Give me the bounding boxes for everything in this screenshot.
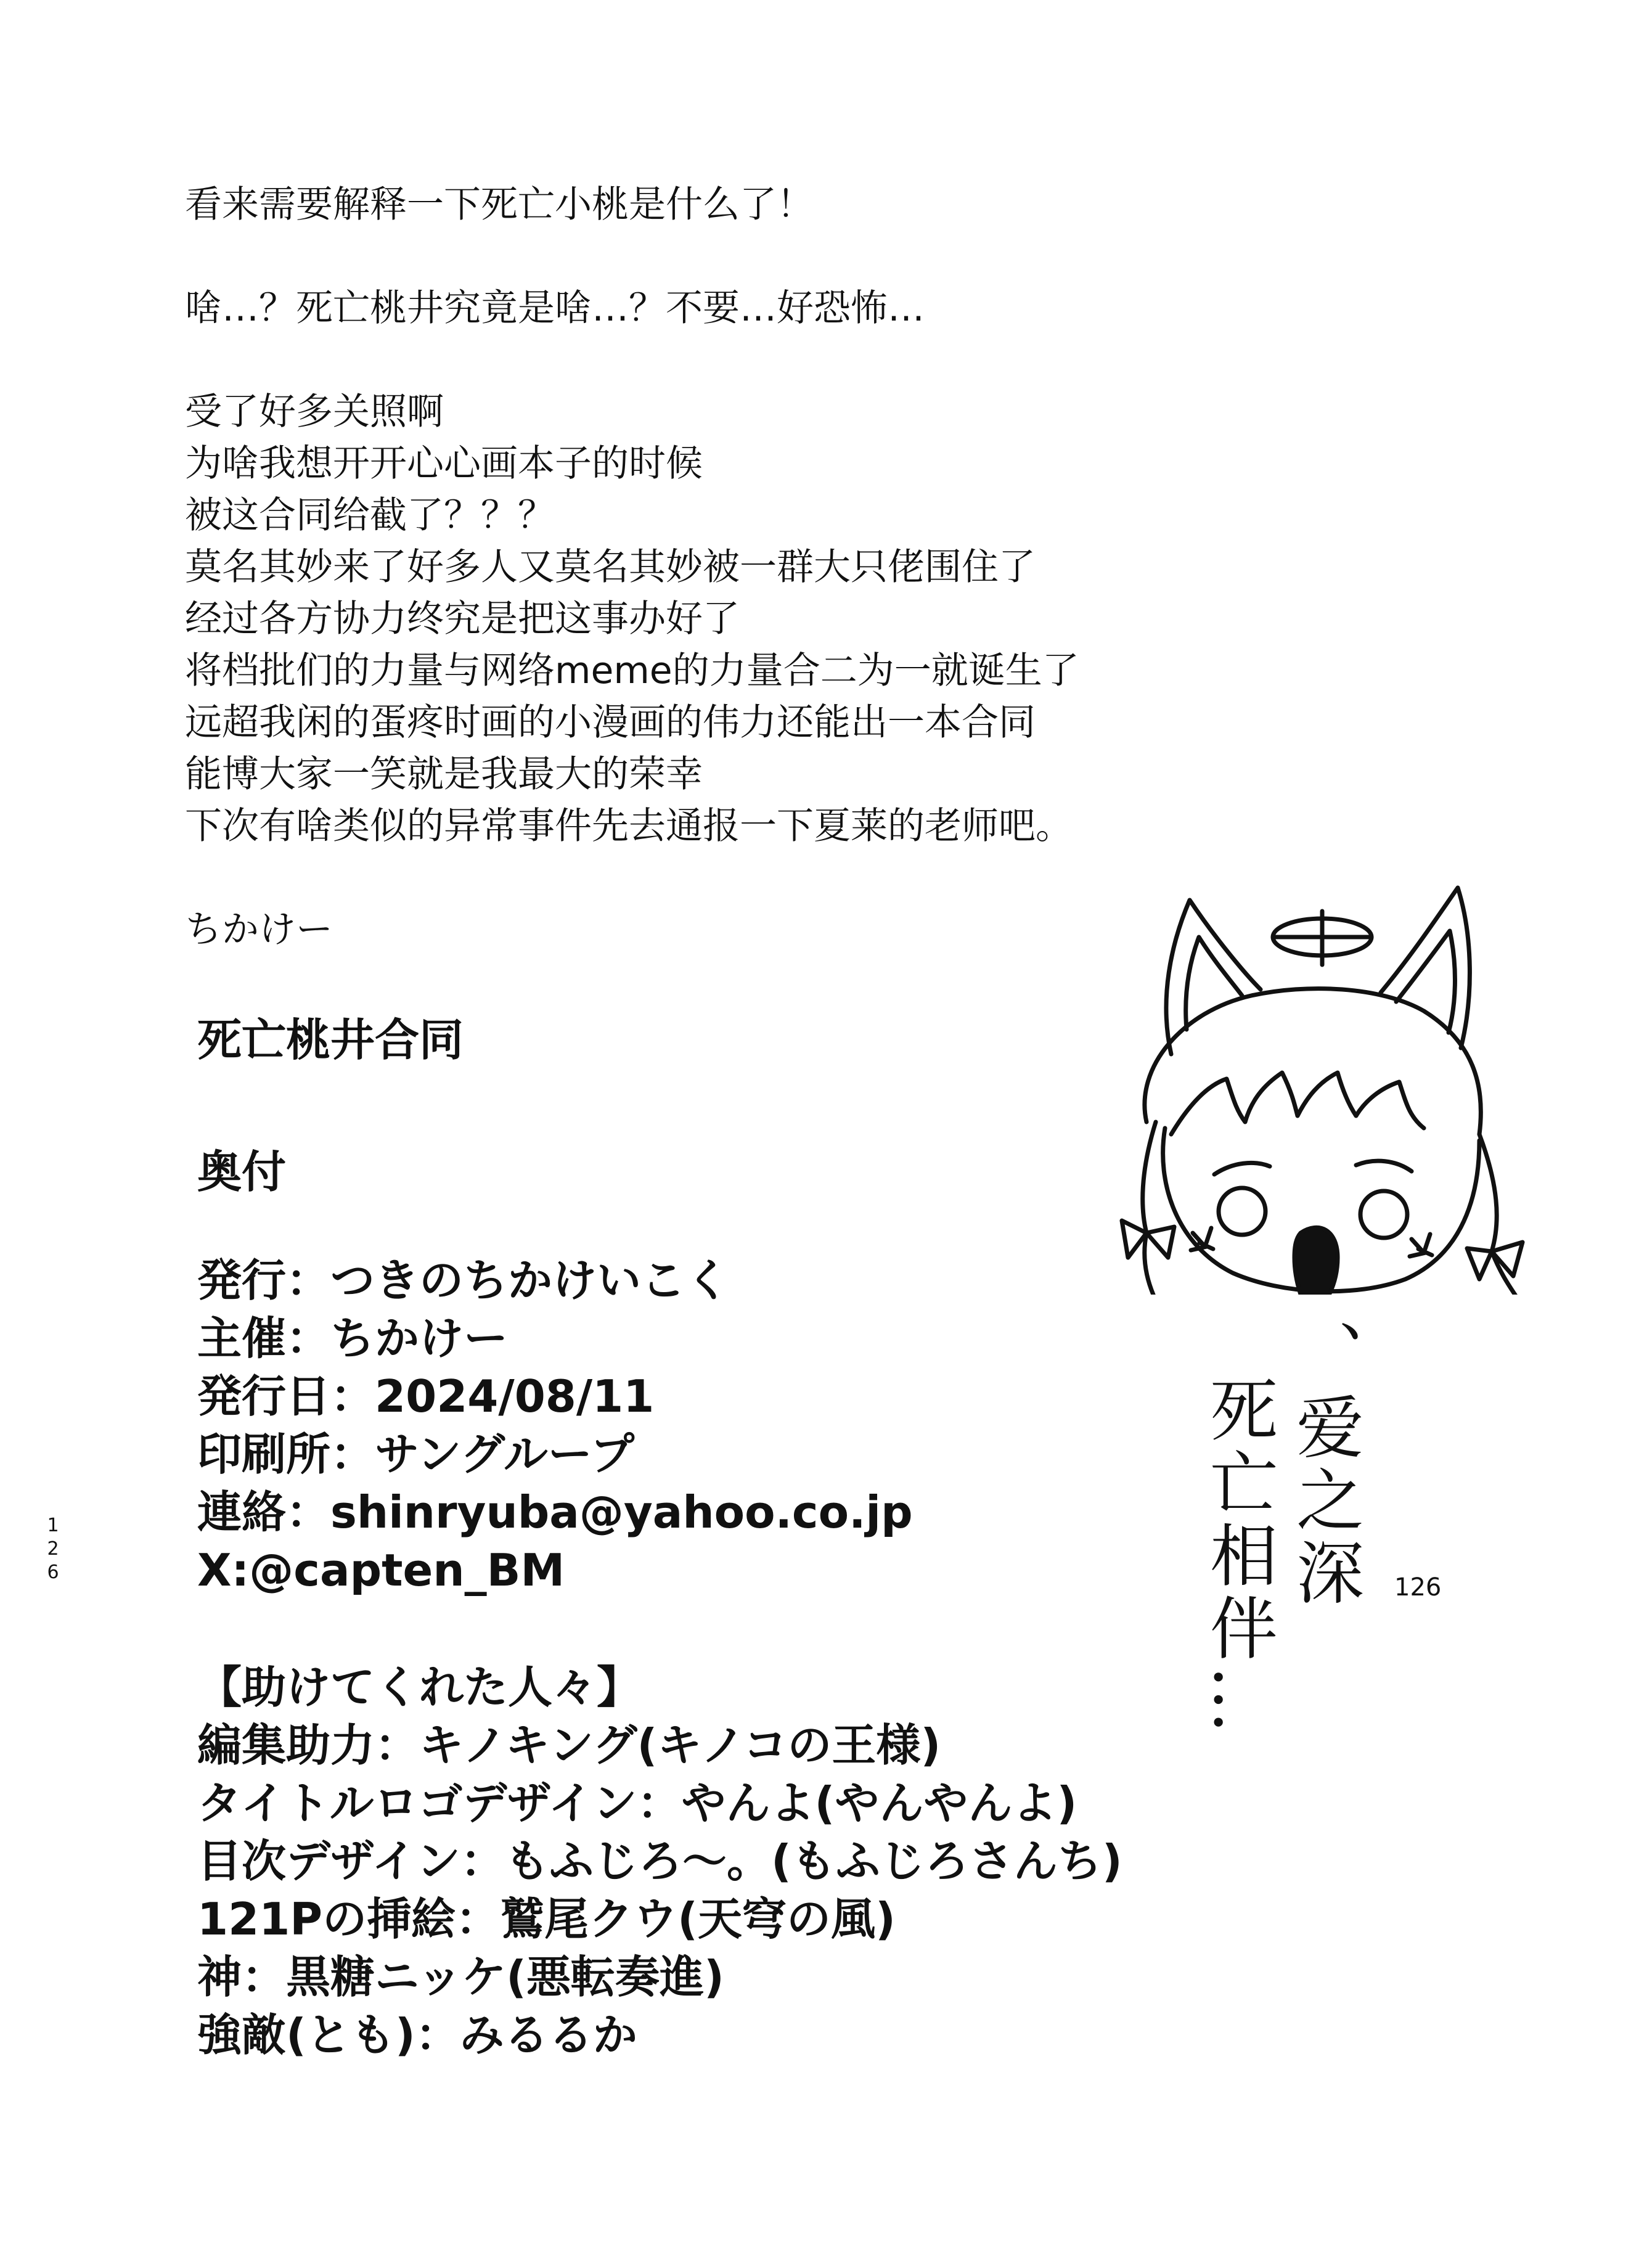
helper-credit: 121Pの挿絵：鷲尾クウ(天穹の風) bbox=[197, 1893, 896, 1945]
book-title: 死亡桃井合同 bbox=[197, 1014, 464, 1066]
illustration-caption-col2: 死亡相伴… bbox=[1199, 1375, 1278, 1738]
afterword-line: 被这合同给截了？？？ bbox=[185, 494, 555, 537]
colophon-info-date: 発行日：2024/08/11 bbox=[197, 1370, 655, 1422]
side-page-digit: 1 bbox=[47, 1515, 59, 1536]
afterword-line: 将档批们的力量与网络meme的力量合二为一就诞生了 bbox=[185, 649, 1079, 692]
helper-credit: 強敵(とも)：みるるか bbox=[197, 2009, 637, 2061]
helper-credit: 目次デザイン：もふじろ〜。(もふじろさんち) bbox=[197, 1835, 1122, 1887]
helper-credit: タイトルロゴデザイン：やんよ(やんやんよ) bbox=[197, 1777, 1077, 1829]
afterword-line: 经过各方协力终究是把这事办好了 bbox=[185, 597, 740, 641]
afterword-line: 啥…？死亡桃井究竟是啥…？不要…好恐怖… bbox=[185, 287, 925, 330]
afterword-line: 为啥我想开开心心画本子的时候 bbox=[185, 442, 703, 485]
colophon-heading: 奥付 bbox=[197, 1146, 287, 1198]
page-number: 126 bbox=[1394, 1573, 1442, 1602]
helper-credit: 編集助力：キノキング(キノコの王様) bbox=[197, 1719, 941, 1771]
colophon-info-printer: 印刷所：サングループ bbox=[197, 1428, 635, 1480]
afterword-line: 受了好多关照啊 bbox=[185, 390, 444, 433]
afterword-line: 看来需要解释一下死亡小桃是什么了！ bbox=[185, 183, 814, 226]
afterword-line: 下次有啥类似的异常事件先去通报一下夏莱的老师吧。 bbox=[185, 804, 1073, 848]
afterword-signature: ちかけー bbox=[185, 908, 333, 951]
afterword-line: 能博大家一笑就是我最大的荣幸 bbox=[185, 753, 703, 796]
colophon-info-x-account: X:@capten_BM bbox=[197, 1544, 565, 1596]
afterword-line: 莫名其妙来了好多人又莫名其妙被一群大只佬围住了 bbox=[185, 546, 1036, 589]
colophon-info-contact: 連絡：shinryuba@yahoo.co.jp bbox=[197, 1486, 913, 1538]
colophon-info-organizer: 主催：ちかけー bbox=[197, 1312, 509, 1364]
colophon-info-publisher: 発行：つきのちかけいこく bbox=[197, 1255, 730, 1306]
afterword-text bbox=[185, 179, 1079, 956]
side-page-digit: 6 bbox=[47, 1562, 59, 1583]
helpers-heading: 【助けてくれた人々】 bbox=[197, 1661, 642, 1713]
side-page-number bbox=[41, 1514, 65, 1584]
illustration-caption-col1: 、爱之深 bbox=[1285, 1319, 1364, 1610]
helper-credit: 神：黒糖ニッケ(悪転奏進) bbox=[197, 1951, 724, 2003]
side-page-digit: 2 bbox=[47, 1538, 59, 1560]
cat-eared-girl-sketch-icon bbox=[1048, 863, 1541, 1295]
colophon bbox=[197, 1011, 1122, 2064]
illustration bbox=[1048, 863, 1541, 1757]
afterword-line: 远超我闲的蛋疼时画的小漫画的伟力还能出一本合同 bbox=[185, 701, 1036, 744]
